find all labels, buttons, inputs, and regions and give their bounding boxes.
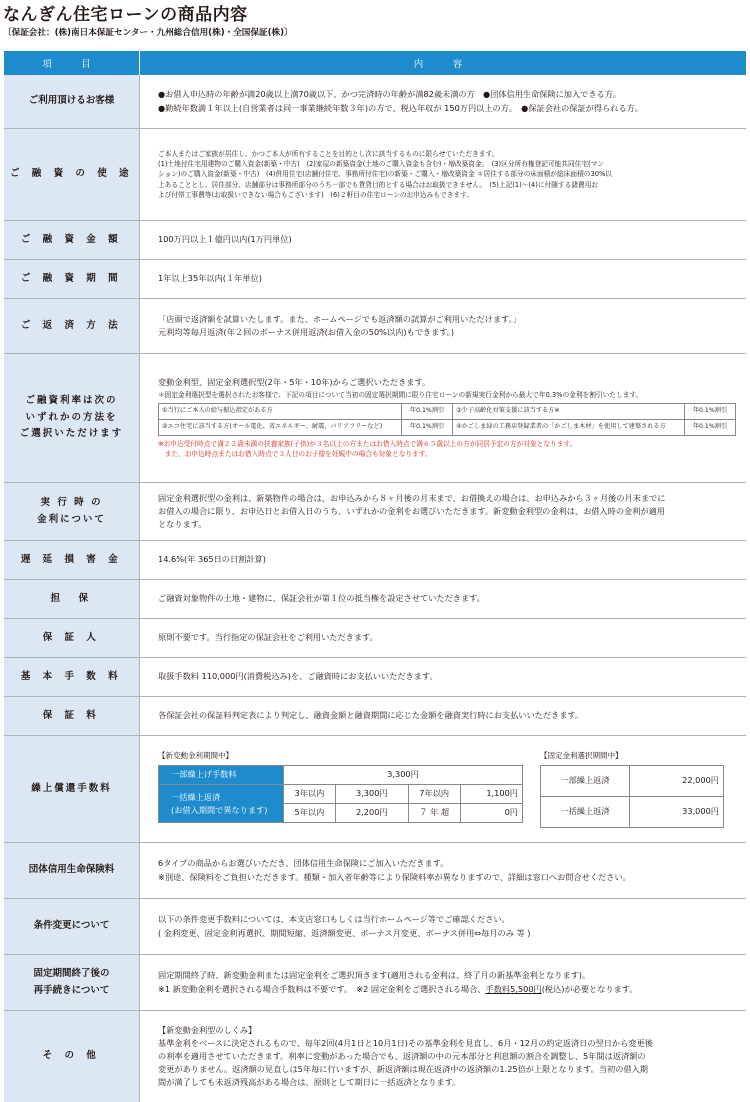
row-label: 保 証 料 [4,697,140,735]
fee-highlight: 手数料5,500円 [485,983,542,994]
table-row: ②エコ住宅に該当する方(オール電化、省エネルギー、耐震、バリアフリーなど) 年0.1%割引 ④かごしま緑の工務店登録業者の「かごしま木材」を使用して建築される方 年0.1%割引 [159,419,736,435]
rate-notice: また、お申込時点またはお借入時点で３人目のお子様を妊娠中の場合も対象となります。 [158,450,432,459]
product-table [4,51,746,1102]
row-eligibility [4,75,746,129]
variable-fee-table [158,765,523,823]
row-label: ご利用頂けるお客様 [4,75,140,128]
table-row: 一括繰上返済 33,000円 [541,797,724,828]
row-label: 固定期間終了後の 再手続きについて [4,955,140,1010]
row-content: ご本人またはご家族が居住し、かつご本人が所有することを目的とし次に該当するものに限らせていただきます。 (1)土地付住宅用建物のご購入資金(新築・中古) (2)家屋の新築資金(土地のご購入資金も含む)・増改築資金。 (3)区分所有権登記可能共同住宅(マン ション)のご購入資金(新築・中古) (4)併用住宅(店舗付住宅、事務所付住宅)の新築・ご購入・増改築資金 ＊居住する部分の床面積が総床面積の30%以 上あることとし、居住部分、店舗部分は事務所部分のうち一部でも賃貸目的とする場合はお取扱できません。 (5)上記(1)〜(4)に付随する諸費用お よび付帯工事費等(お取扱いできない場合もございます) (6)２軒目の住宅ローンのお申込みもできます。 [158,149,612,200]
row-label: ご融資利率は次の いずれかの方法を ご選択いただけます [4,354,140,482]
row-label: ご 融 資 の 使 途 [4,129,140,220]
row-label: 保 証 人 [4,619,140,657]
row-guarantor [4,619,746,658]
row-guarantee-fee [4,697,746,736]
row-rate [4,354,746,483]
row-label: ご 返 済 方 法 [4,299,140,353]
row-content: 14.6%(年 365日の日割計算) [158,554,266,565]
row-fixed-end [4,955,746,1011]
row-label: ご 融 資 金 額 [4,221,140,259]
table-row: 一部繰上返済 22,000円 [541,766,724,797]
row-label: 実 行 時 の 金利について [4,483,140,540]
table-row: 5年以内 2,200円 ７ 年 超 0円 [159,804,523,823]
row-amount [4,221,746,260]
row-change [4,899,746,955]
row-label: 基 本 手 数 料 [4,658,140,696]
row-content: 変動金利型、固定金利選択型(2年・5年・10年)からご選択いただきます。 ＊固定金利選択型を選択されたお客様で、下記の項目について当初の固定選択期間に限り住宅ローンの新規実行金利から最大で年0.3%の金利を割引いたします。 ①当行にご本人の給与振込指定がある方 年0.1%割引 ③少子高齢化対策支援に該当する方※ 年0.1%割引 ②エコ住宅に該当する方(オール電化、省エネルギー、耐震、バリアフリーなど) 年0.1%割引 ④かごしま緑の工務店登録業者の「かごしま木材」を使用して建築される方 年0.1%割引 ※お申込受付時点で満２２歳未満の扶養家族(子供)が３名以上の方またはお借入時点で満６５歳以上の方が同居予定の方が対象となります。 また、お申込時点またはお借入時点で３人目のお子様を妊娠中の場合も対象となります。 [140,354,746,482]
row-label: 繰上償還手数料 [4,736,140,842]
row-other [4,1011,746,1102]
row-prepayment [4,736,746,843]
header-content: 内 容 [413,59,473,70]
table-header [4,51,746,75]
variable-rate-fees: 【新変動金利期間中】 一部繰上げ手数料 3,300円 一括繰上返済 (お借入期間で異なります) 3年以内 3,300円 7年以内 1,100円 5年以内 2,200円 ７ 年 超 0円 [158,750,523,823]
table-row: ①当行にご本人の給与振込指定がある方 年0.1%割引 ③少子高齢化対策支援に該当する方※ 年0.1%割引 [159,403,736,419]
discount-table [158,403,736,436]
row-content: 固定期間終了時、新変動金利または固定金利をご選択頂きます(適用される金利は、終了月の新基準金利となります)。 ※1 新変動金利を選択される場合手数料は不要です。 ※2 固定金利をご選択される場合、手数料5,500円(税込)が必要となります。 [158,970,638,994]
row-label: そ の 他 [4,1011,140,1102]
page-title: なんぎん住宅ローンの商品内容 [3,5,248,25]
rate-notice: ※お申込受付時点で満２２歳未満の扶養家族(子供)が３名以上の方またはお借入時点で満６５歳以上の方が同居予定の方が対象となります。 [158,439,577,448]
row-content: 「店頭で返済額を試算いたします。また、ホームページでも返済額の試算がご利用いただけます。」 元利均等毎月返済(年２回のボーナス併用返済(お借入金の50%以内)もできます。) [158,313,521,337]
row-usage [4,129,746,221]
row-content: 取扱手数料 110,000円(消費税込み)を、ご融資時にお支払いいただきます。 [158,671,438,682]
row-content: 各保証会社の保証料判定表により判定し、融資金額と融資期間に応じた金額を融資実行時にお支払いいただきます。 [158,710,584,721]
row-content: ●お借入申込時の年齢が満20歳以上満70歳以下、かつ完済時の年齢が満82歳未満の方 ●団体信用生命保険に加入できる方。 ●勤続年数満１年以上(自営業者は同一事業継続年数３年)の方で、税込年収が 150万円以上の方。 ●保証会社の保証が得られる方。 [158,89,643,113]
row-content: 1年以上35年以内(１年単位) [158,273,262,284]
row-execution [4,483,746,541]
row-insurance [4,843,746,899]
row-content: 以下の条件変更手数料については、本支店窓口もしくは当行ホームページ等でご確認ください。 ( 金利変更、固定金利再選択、期間短縮、返済額変更、ボーナス月変更、ボーナス併用⇔毎月のみ 等 ) [158,914,531,938]
row-content: 100万円以上１億円以内(1万円単位) [158,234,292,245]
row-label: 担 保 [4,580,140,618]
row-content: ご融資対象物件の土地・建物に、保証会社が第１位の抵当権を設定させていただきます。 [158,593,485,604]
row-label: 遅 延 損 害 金 [4,541,140,579]
table-row: 一括繰上返済 (お借入期間で異なります) 3年以内 3,300円 7年以内 1,100円 [159,785,523,804]
page-subtitle: 〔保証会社：(株)南日本保証センター・九州総合信用(株)・全国保証(株)〕 [3,28,293,38]
row-content: 原則不要です。当行指定の保証会社をご利用いただきます。 [158,632,378,643]
row-content: 【新変動金利型のしくみ】 基準金利をベースに決定されるもので、毎年2回(4月1日と10月1日)その基準金利を見直し、6月・12月の約定返済日の翌日から変更後 の利率を適用させていただきます。利率に変動があった場合でも、返済額の中の元本部分と利息額の割合を調整し、5年間は返済額の 変更がありません。返済額の見直しは5年毎に行いますが、新返済額は現在返済中の返済額の1.25倍が上限となります。当初の借入期 間が満了しても未返済残高がある場合は、原則として期日に一括返済となります。 [158,1024,653,1088]
header-item: 項 目 [4,51,140,75]
row-content [140,736,746,842]
row-base-fee [4,658,746,697]
row-period [4,260,746,299]
row-repayment [4,299,746,354]
row-content: 固定金利選択型の金利は、新築物件の場合は、お申込みから８ヶ月後の月末まで、お借換えの場合は、お申込みから３ヶ月後の月末までに お借入の場合に限り、お申込日とお借入日のうち、いずれかの金利をお選びいただきます。新変動金利型の金利は、お借入時の金利が適用 となります。 [158,492,666,530]
fixed-rate-fees: 【固定金利選択期間中】 一部繰上返済 22,000円 一括繰上返済 33,000円 [540,750,724,828]
row-collateral [4,580,746,619]
row-label: ご 融 資 期 間 [4,260,140,298]
table-row: 一部繰上げ手数料 3,300円 [159,766,523,785]
row-late [4,541,746,580]
row-label: 条件変更について [4,899,140,954]
row-label: 団体信用生命保険料 [4,843,140,898]
row-content: 6タイプの商品からお選びいただき、団体信用生命保険にご加入いただきます。 ※別途、保険料をご負担いただきます。種類・加入者年齢等により保険料率が異なりますので、詳細は窓口へお問合せください。 [158,858,631,882]
fixed-fee-table [540,765,724,828]
